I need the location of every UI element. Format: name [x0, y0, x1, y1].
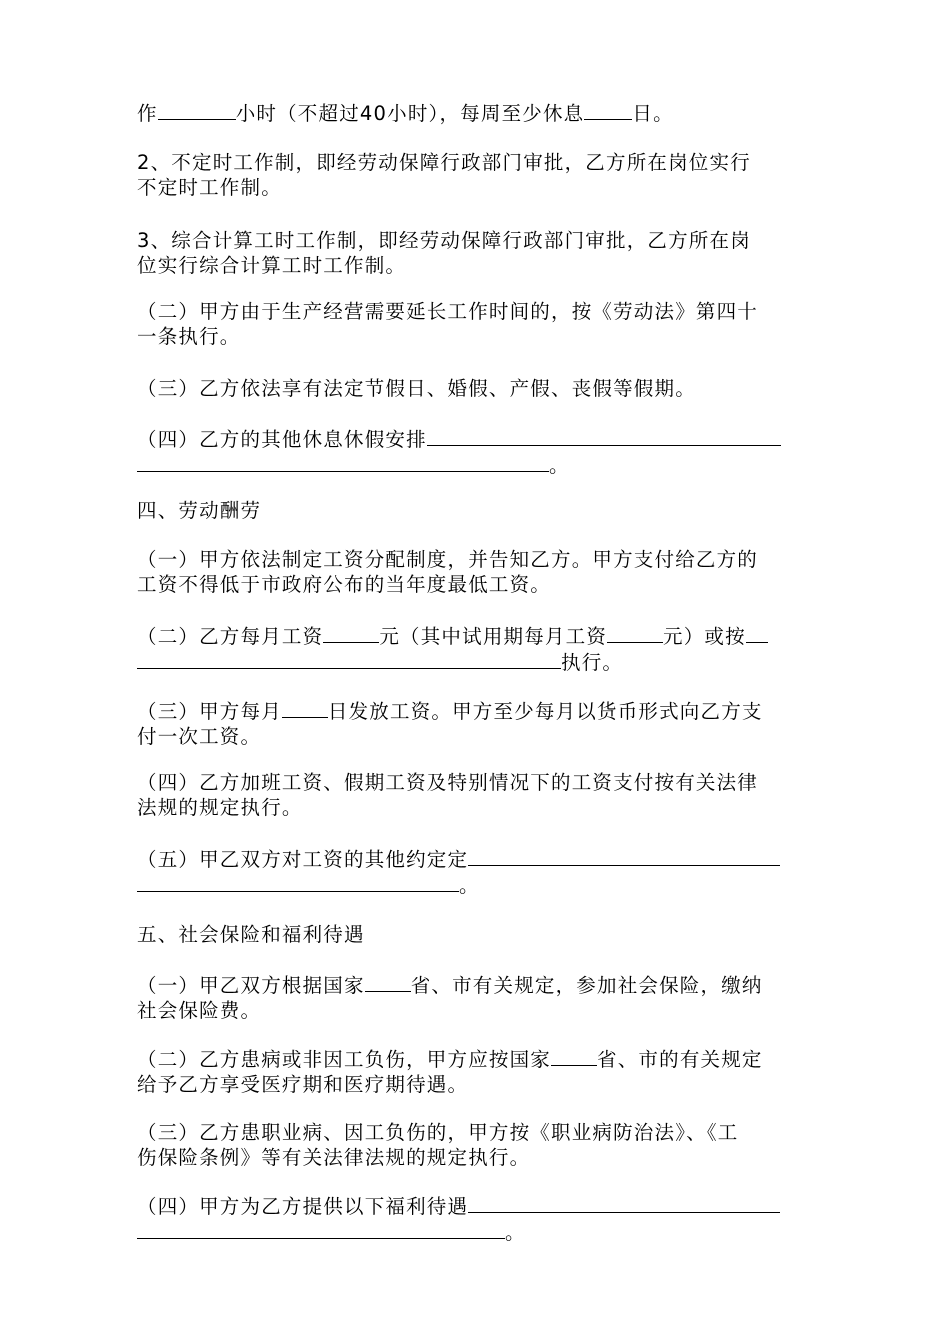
section-heading-remuneration — [137, 498, 815, 523]
paragraph-occupational-injury — [137, 1120, 815, 1170]
paragraph-other-leave — [137, 426, 815, 478]
line: （四）乙方加班工资、假期工资及特别情况下的工资支付按有关法律 — [137, 771, 759, 794]
section-heading-social-insurance — [137, 922, 815, 947]
blank-other-wage-terms-2 — [137, 872, 459, 892]
blank-monthly-wage — [323, 623, 379, 643]
line: 2、不定时工作制，即经劳动保障行政部门审批，乙方所在岗位实行 — [137, 151, 751, 174]
blank-benefits — [468, 1193, 780, 1213]
line: （二）甲方由于生产经营需要延长工作时间的，按《劳动法》第四十 — [137, 300, 759, 323]
line: 工资不得低于市政府公布的当年度最低工资。 — [137, 573, 552, 596]
text: （二）乙方患病或非因工负伤，甲方应按国家 — [137, 1048, 552, 1071]
text: 小时（不超过40小时），每周至少休息 — [235, 102, 585, 125]
paragraph-other-wage-terms — [137, 846, 815, 898]
blank-other-leave — [427, 426, 781, 446]
blank-province-1 — [365, 972, 411, 992]
paragraph-social-insurance — [137, 972, 815, 1023]
text: 执行。 — [561, 651, 624, 674]
line: 位实行综合计算工时工作制。 — [137, 254, 407, 277]
paragraph-pay-day — [137, 698, 815, 749]
line: 给予乙方享受医疗期和医疗期待遇。 — [137, 1073, 469, 1096]
blank-other-leave-2 — [137, 452, 549, 472]
paragraph-overtime — [137, 299, 815, 349]
line: 不定时工作制。 — [137, 176, 282, 199]
blank-province-2 — [551, 1046, 597, 1066]
text: 省、市的有关规定 — [597, 1048, 763, 1071]
line: （三）乙方患职业病、因工负伤的，甲方按《职业病防治法》、《工 — [137, 1121, 739, 1144]
text: 。 — [549, 454, 570, 477]
paragraph-wage-system — [137, 547, 815, 597]
paragraph-monthly-wage — [137, 623, 815, 675]
text: 日。 — [632, 102, 674, 125]
text: （四）甲方为乙方提供以下福利待遇 — [137, 1195, 469, 1218]
blank-other-wage-terms — [468, 846, 780, 866]
text: （三）甲方每月 — [137, 700, 282, 723]
blank-probation-wage — [607, 623, 663, 643]
blank-pay-day — [282, 698, 328, 718]
blank-rest-days — [584, 100, 632, 120]
line: 3、综合计算工时工作制，即经劳动保障行政部门审批，乙方所在岗 — [137, 229, 751, 252]
heading: 五、社会保险和福利待遇 — [137, 923, 365, 946]
line: 社会保险费。 — [137, 999, 262, 1022]
text: 元）或按 — [663, 625, 746, 648]
line: 付一次工资。 — [137, 725, 262, 748]
line: （一）甲方依法制定工资分配制度，并告知乙方。甲方支付给乙方的 — [137, 548, 759, 571]
paragraph-holidays — [137, 376, 815, 401]
text: 日发放工资。甲方至少每月以货币形式向乙方支 — [327, 700, 763, 723]
heading: 四、劳动酬劳 — [137, 499, 262, 522]
paragraph-working-hours-cont — [137, 100, 815, 126]
blank-hours — [158, 100, 236, 120]
paragraph-flexible-hours — [137, 150, 815, 200]
text: 元（其中试用期每月工资 — [379, 625, 608, 648]
paragraph-medical-leave — [137, 1046, 815, 1097]
blank-wage-basis-2 — [137, 649, 561, 669]
paragraph-comprehensive-hours — [137, 228, 815, 278]
text: 作 — [137, 102, 158, 125]
line: 法规的规定执行。 — [137, 796, 303, 819]
blank-benefits-2 — [137, 1219, 505, 1239]
line: 一条执行。 — [137, 325, 241, 348]
text: 。 — [459, 874, 480, 897]
text: （五）甲乙双方对工资的其他约定定 — [137, 848, 469, 871]
line: （三）乙方依法享有法定节假日、婚假、产假、丧假等假期。 — [137, 377, 696, 400]
paragraph-overtime-pay — [137, 770, 815, 820]
text: 省、市有关规定，参加社会保险，缴纳 — [410, 974, 763, 997]
paragraph-benefits — [137, 1193, 815, 1245]
line: 伤保险条例》等有关法律法规的规定执行。 — [137, 1146, 531, 1169]
text: 。 — [505, 1221, 526, 1244]
blank-wage-basis — [746, 623, 768, 643]
text: （四）乙方的其他休息休假安排 — [137, 428, 427, 451]
text: （一）甲乙双方根据国家 — [137, 974, 365, 997]
text: （二）乙方每月工资 — [137, 625, 324, 648]
